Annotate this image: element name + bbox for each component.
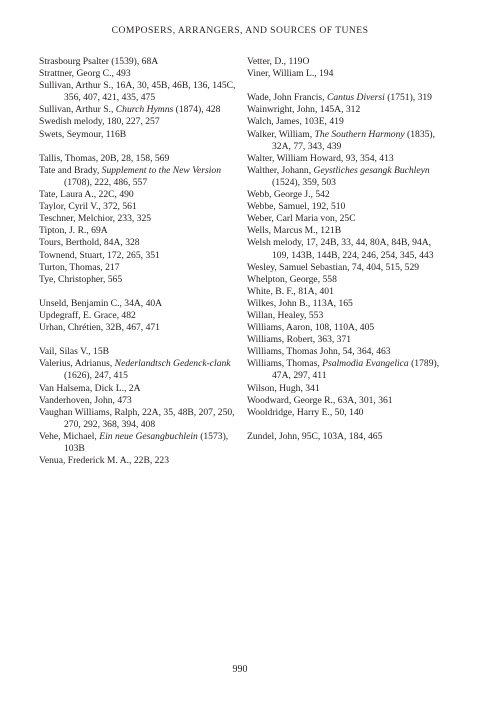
- index-entry-text: Williams, Thomas John, 54, 364, 463: [247, 346, 391, 358]
- index-letter-group: [39, 298, 241, 334]
- index-entry: [247, 201, 447, 213]
- index-entry-text: White, B. F., 81A, 401: [247, 285, 334, 297]
- index-entry-text: Walther, Johann,: [247, 164, 314, 176]
- index-entry: [39, 237, 241, 249]
- index-column-right: [247, 56, 447, 455]
- index-entry-text: Swedish melody, 180, 227, 257: [39, 116, 160, 128]
- index-entry-text: Vaughan Williams, Ralph, 22A, 35, 48B, 207, 250, 270, 292, 368, 394, 408: [39, 406, 235, 430]
- index-entry-source-title: Geystliches gesangk Buchleyn: [313, 164, 430, 176]
- index-entry: [247, 92, 447, 104]
- index-entry-source-title: Psalmodia Evangelica: [322, 358, 409, 370]
- index-entry-text: Vetter, D., 119O: [247, 56, 310, 67]
- index-entry: [247, 104, 447, 116]
- index-entry: [247, 322, 447, 334]
- index-entry: [247, 165, 447, 189]
- index-entry-text: Wells, Marcus M., 121B: [247, 225, 342, 237]
- index-entry: [247, 358, 447, 382]
- index-entry: [39, 455, 241, 467]
- index-entry-text: Unseld, Benjamin C., 34A, 40A: [39, 297, 163, 309]
- index-entry-text: Williams, Thomas,: [247, 358, 323, 370]
- index-entry-text: Wainwright, John, 145A, 312: [247, 104, 361, 116]
- index-entry: [39, 153, 241, 165]
- index-entry-text: Strasbourg Psalter (1539), 68A: [39, 56, 159, 67]
- index-entry-text: Webbe, Samuel, 192, 510: [247, 201, 346, 213]
- index-letter-group: [39, 346, 241, 467]
- index-entry: [39, 431, 241, 455]
- index-letter-group: [39, 153, 241, 286]
- index-entry-text: Sullivan, Arthur S., 16A, 30, 45B, 46B, 136, 145C, 356, 407, 421, 435, 475: [39, 80, 236, 104]
- index-entry-text: Van Halsema, Dick L., 2A: [39, 382, 141, 394]
- index-entry-text: Wesley, Samuel Sebastian, 74, 404, 515, 529: [247, 261, 420, 273]
- index-entry-text: Vail, Silas V., 15B: [39, 346, 110, 358]
- index-entry: [39, 298, 241, 310]
- index-entry-text: (1524), 359, 503: [272, 176, 336, 188]
- index-entry-text: (1789), 47A, 297, 411: [272, 358, 440, 382]
- index-entry-text: (1626), 247, 415: [64, 370, 128, 382]
- index-entry-text: Wilkes, John B., 113A, 165: [247, 297, 353, 309]
- index-entry: [39, 68, 241, 80]
- index-entry-text: Urhan, Chrétien, 32B, 467, 471: [39, 322, 160, 334]
- index-entry: [247, 262, 447, 274]
- index-entry-text: Taylor, Cyril V., 372, 561: [39, 201, 137, 213]
- index-entry-text: Valerius, Adrianus,: [39, 358, 115, 370]
- index-entry-source-title: Church Hymns: [115, 104, 174, 116]
- index-entry-text: Walch, James, 103E, 419: [247, 116, 344, 128]
- index-entry-text: Wilson, Hugh, 341: [247, 382, 320, 394]
- index-letter-group: [247, 56, 447, 80]
- index-entry-text: Tours, Berthold, 84A, 328: [39, 237, 140, 249]
- index-entry: [247, 116, 447, 128]
- index-entry: [39, 189, 241, 201]
- index-entry: [247, 334, 447, 346]
- index-entry-text: Woodward, George R., 63A, 301, 361: [247, 394, 393, 406]
- index-entry-text: Viner, William L., 194: [247, 68, 334, 80]
- index-entry-text: Willan, Healey, 553: [247, 309, 324, 321]
- index-entry: [39, 383, 241, 395]
- index-entry-text: Wade, John Francis,: [247, 92, 327, 104]
- index-entry-source-title: Nederlandtsch Gedenck-clank: [114, 358, 231, 370]
- index-entry: [39, 250, 241, 262]
- index-letter-group: [247, 92, 447, 419]
- index-entry: [39, 80, 241, 104]
- index-entry-text: (1874), 428: [173, 104, 221, 116]
- index-entry: [247, 237, 447, 261]
- index-entry-text: Walker, William,: [247, 128, 315, 140]
- index-entry-text: (1751), 319: [384, 92, 432, 104]
- index-entry-text: Townend, Stuart, 172, 265, 351: [39, 249, 160, 261]
- index-entry-text: Whelpton, George, 558: [247, 273, 337, 285]
- index-entry: [247, 213, 447, 225]
- index-entry: [39, 116, 241, 128]
- index-letter-group: [247, 431, 447, 443]
- index-entry-text: Tate and Brady,: [39, 164, 102, 176]
- index-entry-text: Venua, Frederick M. A., 22B, 223: [39, 455, 170, 467]
- index-entry-source-title: Ein neue Gesangbuchlein: [99, 430, 198, 442]
- index-entry-text: Williams, Robert, 363, 371: [247, 334, 352, 346]
- index-entry-text: Tipton, J. R., 69A: [39, 225, 108, 237]
- index-entry-text: Walter, William Howard, 93, 354, 413: [247, 152, 394, 164]
- index-entry-text: (1573), 103B: [64, 430, 229, 454]
- index-letter-group: [39, 56, 241, 141]
- index-entry: [247, 310, 447, 322]
- index-entry: [247, 274, 447, 286]
- index-entry-text: Wooldridge, Harry E., 50, 140: [247, 406, 364, 418]
- index-entry: [39, 262, 241, 274]
- index-entry-text: Tate, Laura A., 22C, 490: [39, 189, 134, 201]
- index-entry-text: Williams, Aaron, 108, 110A, 405: [247, 322, 375, 334]
- index-entry: [39, 395, 241, 407]
- index-entry: [39, 322, 241, 334]
- index-entry: [39, 129, 241, 141]
- index-entry: [247, 298, 447, 310]
- index-entry-text: Zundel, John, 95C, 103A, 184, 465: [247, 430, 383, 442]
- index-entry: [247, 407, 447, 419]
- index-entry: [39, 104, 241, 116]
- index-entry-text: Webb, George J., 542: [247, 189, 330, 201]
- index-entry-text: Tallis, Thomas, 20B, 28, 158, 569: [39, 152, 170, 164]
- index-entry: [247, 383, 447, 395]
- index-entry: [247, 56, 447, 68]
- index-entry: [247, 153, 447, 165]
- index-entry: [247, 431, 447, 443]
- index-entry-text: Turton, Thomas, 217: [39, 261, 120, 273]
- index-column-left: [39, 56, 241, 479]
- index-entry-source-title: Cantus Diversi: [326, 92, 385, 104]
- index-entry-text: Welsh melody, 17, 24B, 33, 44, 80A, 84B, 94A, 109, 143B, 144B, 224, 246, 254, 345, 443: [247, 237, 434, 261]
- index-entry-text: (1835), 32A, 77, 343, 439: [272, 128, 436, 152]
- index-entry: [247, 225, 447, 237]
- index-entry-text: Weber, Carl Maria von, 25C: [247, 213, 356, 225]
- running-head: COMPOSERS, ARRANGERS, AND SOURCES OF TUNES: [111, 25, 369, 36]
- index-entry: [39, 56, 241, 68]
- page-number: 990: [232, 664, 248, 675]
- index-entry: [39, 407, 241, 431]
- index-entry: [247, 129, 447, 153]
- index-entry: [39, 201, 241, 213]
- index-entry: [39, 213, 241, 225]
- index-entry-text: Strattner, Georg C., 493: [39, 68, 131, 80]
- index-entry-text: Vehe, Michael,: [39, 430, 100, 442]
- index-entry: [39, 310, 241, 322]
- index-entry: [39, 346, 241, 358]
- index-entry: [39, 165, 241, 189]
- index-entry-text: (1708), 222, 486, 557: [64, 176, 148, 188]
- index-entry-text: Updegraff, E. Grace, 482: [39, 309, 136, 321]
- index-entry-text: Sullivan, Arthur S.,: [39, 104, 116, 116]
- index-entry: [247, 346, 447, 358]
- index-entry-source-title: Supplement to the New Version: [101, 164, 222, 176]
- index-entry: [39, 225, 241, 237]
- index-entry: [39, 274, 241, 286]
- index-entry-source-title: The Southern Harmony: [314, 128, 405, 140]
- index-entry-text: Tye, Christopher, 565: [39, 273, 123, 285]
- index-entry-text: Teschner, Melchior, 233, 325: [39, 213, 152, 225]
- index-entry: [247, 395, 447, 407]
- index-entry: [39, 358, 241, 382]
- index-entry: [247, 189, 447, 201]
- index-entry: [247, 286, 447, 298]
- index-entry-text: Swets, Seymour, 116B: [39, 128, 127, 140]
- index-entry-text: Vanderhoven, John, 473: [39, 394, 132, 406]
- index-entry: [247, 68, 447, 80]
